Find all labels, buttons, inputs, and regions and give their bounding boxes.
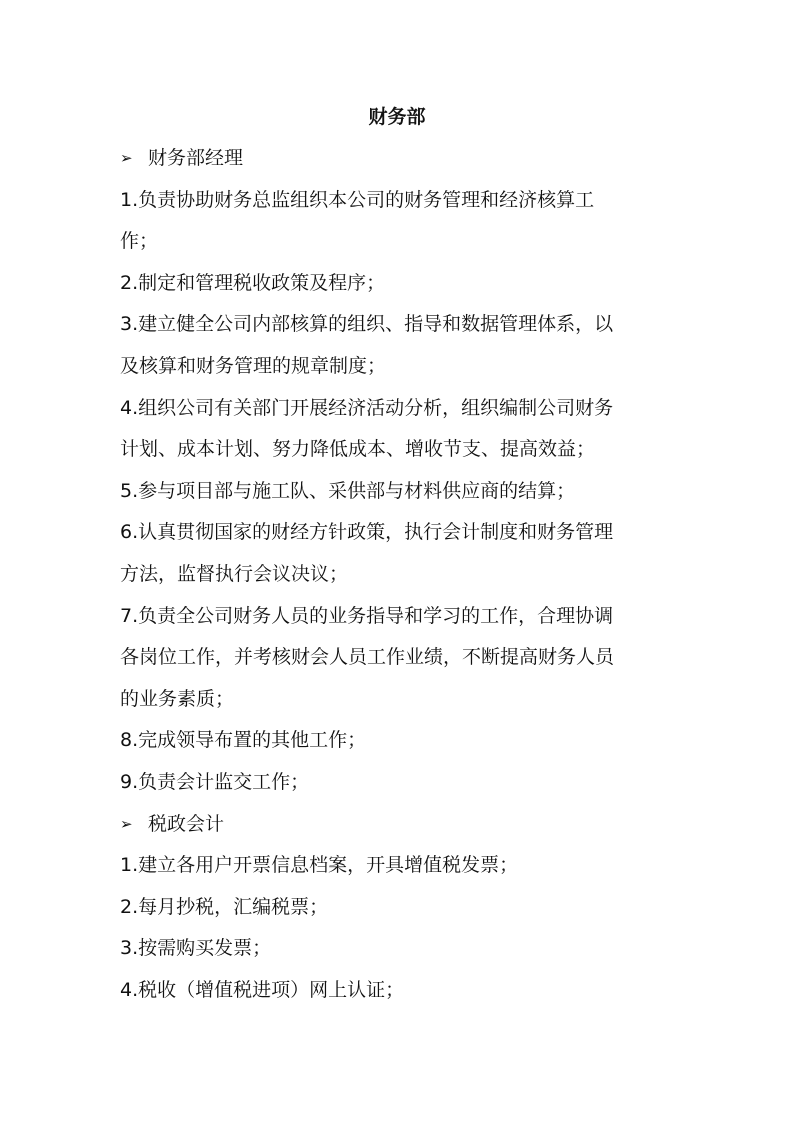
duty-line: 4.组织公司有关部门开展经济活动分析，组织编制公司财务 xyxy=(120,396,614,419)
duty-line: 的业务素质； xyxy=(120,687,235,710)
arrow-bullet-icon: ➢ xyxy=(120,814,133,833)
duty-line: 7.负责全公司财务人员的业务指导和学习的工作，合理协调 xyxy=(120,604,614,627)
duty-line: 方法，监督执行会议决议； xyxy=(120,562,349,585)
section-heading-manager xyxy=(120,138,680,180)
section-heading-tax-accountant xyxy=(120,804,680,846)
duty-line: 4.税收（增值税进项）网上认证； xyxy=(120,978,405,1001)
duty-line: 及核算和财务管理的规章制度； xyxy=(120,354,387,377)
document-page xyxy=(120,100,680,1011)
duty-line: 3.按需购买发票； xyxy=(120,937,272,960)
duty-line: 作； xyxy=(120,230,159,253)
section-heading-label: 财务部经理 xyxy=(148,147,244,169)
duty-line: 2.制定和管理税收政策及程序； xyxy=(120,271,386,294)
duty-line: 9.负责会计监交工作； xyxy=(120,770,310,793)
arrow-bullet-icon: ➢ xyxy=(120,149,133,167)
duty-line: 1.负责协助财务总监组织本公司的财务管理和经济核算工 xyxy=(120,188,595,211)
duty-line: 6.认真贯彻国家的财经方针政策，执行会计制度和财务管理 xyxy=(120,521,614,544)
duty-line: 8.完成领导布置的其他工作； xyxy=(120,729,367,752)
duty-line: 5.参与项目部与施工队、采供部与材料供应商的结算； xyxy=(120,479,576,502)
section-heading-label: 税政会计 xyxy=(148,812,225,835)
duty-line: 计划、成本计划、努力降低成本、增收节支、提高效益； xyxy=(120,438,596,461)
document-title: 财务部 xyxy=(368,106,426,128)
duty-line: 1.建立各用户开票信息档案，开具增值税发票； xyxy=(120,854,519,877)
duty-line: 3.建立健全公司内部核算的组织、指导和数据管理体系，以 xyxy=(120,313,614,336)
duty-line: 2.每月抄税，汇编税票； xyxy=(120,895,329,918)
duty-line: 各岗位工作，并考核财会人员工作业绩，不断提高财务人员 xyxy=(120,646,615,669)
